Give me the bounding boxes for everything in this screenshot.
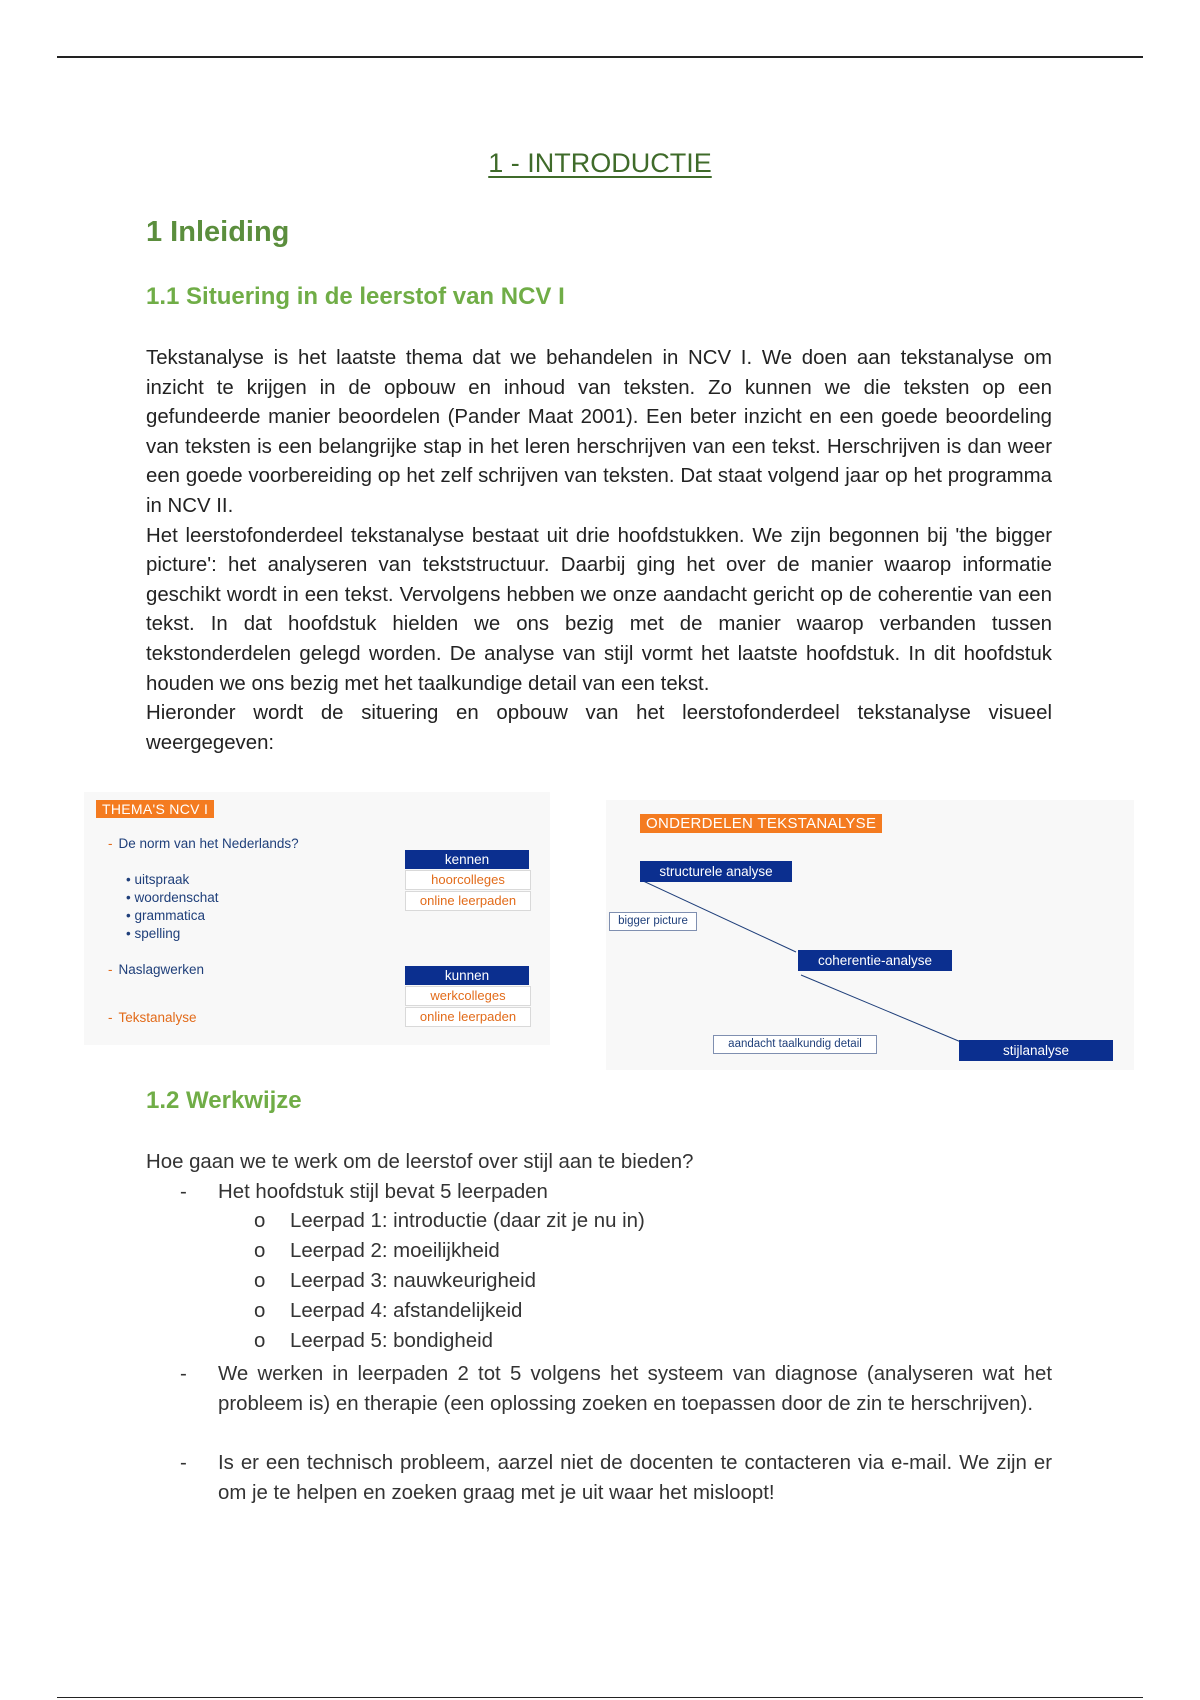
- bottom-rule: [57, 1697, 1143, 1698]
- werkwijze-item-1: - Het hoofdstuk stijl bevat 5 leerpaden: [180, 1181, 548, 1203]
- leerpad-item: o Leerpad 2: moeilijkheid: [254, 1240, 500, 1262]
- figure-onderdelen: [606, 800, 1134, 1070]
- themas-item-naslagwerken: - Naslagwerken: [108, 962, 205, 977]
- label-aandacht-detail: aandacht taalkundig detail: [713, 1035, 877, 1054]
- box-kunnen-title: kunnen: [405, 966, 529, 985]
- themas-item-norm: - De norm van het Nederlands?: [108, 836, 299, 851]
- leerpad-item: o Leerpad 4: afstandelijkeid: [254, 1300, 523, 1322]
- werkwijze-item-2: - We werken in leerpaden 2 tot 5 volgens het systeem van diagnose (analyseren wat het probleem is) en therapie (een oplossing zoeken en toepassen door de zin te herschrijven).: [180, 1363, 1052, 1415]
- leerpad-item: o Leerpad 5: bondigheid: [254, 1330, 493, 1352]
- box-coherentie-analyse: coherentie-analyse: [798, 950, 952, 971]
- box-kunnen-row: online leerpaden: [405, 1007, 531, 1027]
- intro-paragraph-3: Hieronder wordt de situering en opbouw van het leerstofonderdeel tekstanalyse visueel weergegeven:: [146, 702, 1052, 754]
- box-kennen-row: hoorcolleges: [405, 870, 531, 890]
- werkwijze-intro: Hoe gaan we te werk om de leerstof over stijl aan te bieden?: [146, 1151, 694, 1173]
- leerpad-item: o Leerpad 3: nauwkeurigheid: [254, 1270, 537, 1292]
- themas-header: THEMA'S NCV I: [96, 800, 214, 818]
- heading-inleiding: 1 Inleiding: [146, 216, 290, 248]
- themas-item-tekstanalyse: - Tekstanalyse: [108, 1010, 197, 1025]
- themas-subitem: • uitspraak: [126, 872, 190, 887]
- connector-line: [801, 975, 961, 1042]
- heading-situering: 1.1 Situering in de leerstof van NCV I: [146, 283, 565, 310]
- intro-paragraph-1: Tekstanalyse is het laatste thema dat we behandelen in NCV I. We doen aan tekstanalyse om inzicht te krijgen in de opbouw en inhoud van teksten. Zo kunnen we die teksten op een gefundeerde manier beoordelen (Pander Maat 2001). Een beter inzicht en een goede beoordeling van teksten is een belangrijke stap in het leren herschrijven van een tekst. Herschrijven is dan weer een goede voorbereiding op het zelf schrijven van teksten. Dat staat volgend jaar op het programma in NCV II.: [146, 347, 1052, 517]
- box-stijlanalyse: stijlanalyse: [959, 1040, 1113, 1061]
- figure-themas: [84, 792, 550, 1045]
- intro-text: [146, 344, 1052, 758]
- werkwijze-item-3: - Is er een technisch probleem, aarzel niet de docenten te contacteren via e-mail. We zijn er om je te helpen en zoeken graag met je uit waar het misloopt!: [180, 1452, 1052, 1504]
- page-title: 1 - INTRODUCTIE: [488, 148, 712, 178]
- label-bigger-picture: bigger picture: [609, 912, 697, 931]
- onderdelen-header: ONDERDELEN TEKSTANALYSE: [640, 814, 882, 833]
- intro-paragraph-2: Het leerstofonderdeel tekstanalyse bestaat uit drie hoofdstukken. We zijn begonnen bij 'the bigger picture': het analyseren van tekststructuur. Daarbij ging het over de manier waarop informatie geschikt wordt in een tekst. Vervolgens hebben we onze aandacht gericht op de coherentie van een tekst. In dat hoofdstuk hielden we ons bezig met de manier waarop verbanden tussen tekstonderdelen gelegd worden. De analyse van stijl vormt het laatste hoofdstuk. In dit hoofdstuk houden we ons bezig met het taalkundige detail van een tekst.: [146, 524, 1052, 695]
- leerpad-item: o Leerpad 1: introductie (daar zit je nu in): [254, 1210, 645, 1232]
- box-kunnen-row: werkcolleges: [405, 986, 531, 1006]
- box-kennen-row: online leerpaden: [405, 891, 531, 911]
- box-kennen-title: kennen: [405, 850, 529, 869]
- themas-subitem: • spelling: [126, 926, 181, 941]
- themas-subitem: • woordenschat: [126, 890, 219, 905]
- top-rule: [57, 56, 1143, 58]
- themas-subitem: • grammatica: [126, 908, 206, 923]
- heading-werkwijze: 1.2 Werkwijze: [146, 1087, 302, 1114]
- box-structurele-analyse: structurele analyse: [640, 861, 792, 882]
- connector-lines: [606, 800, 1134, 1070]
